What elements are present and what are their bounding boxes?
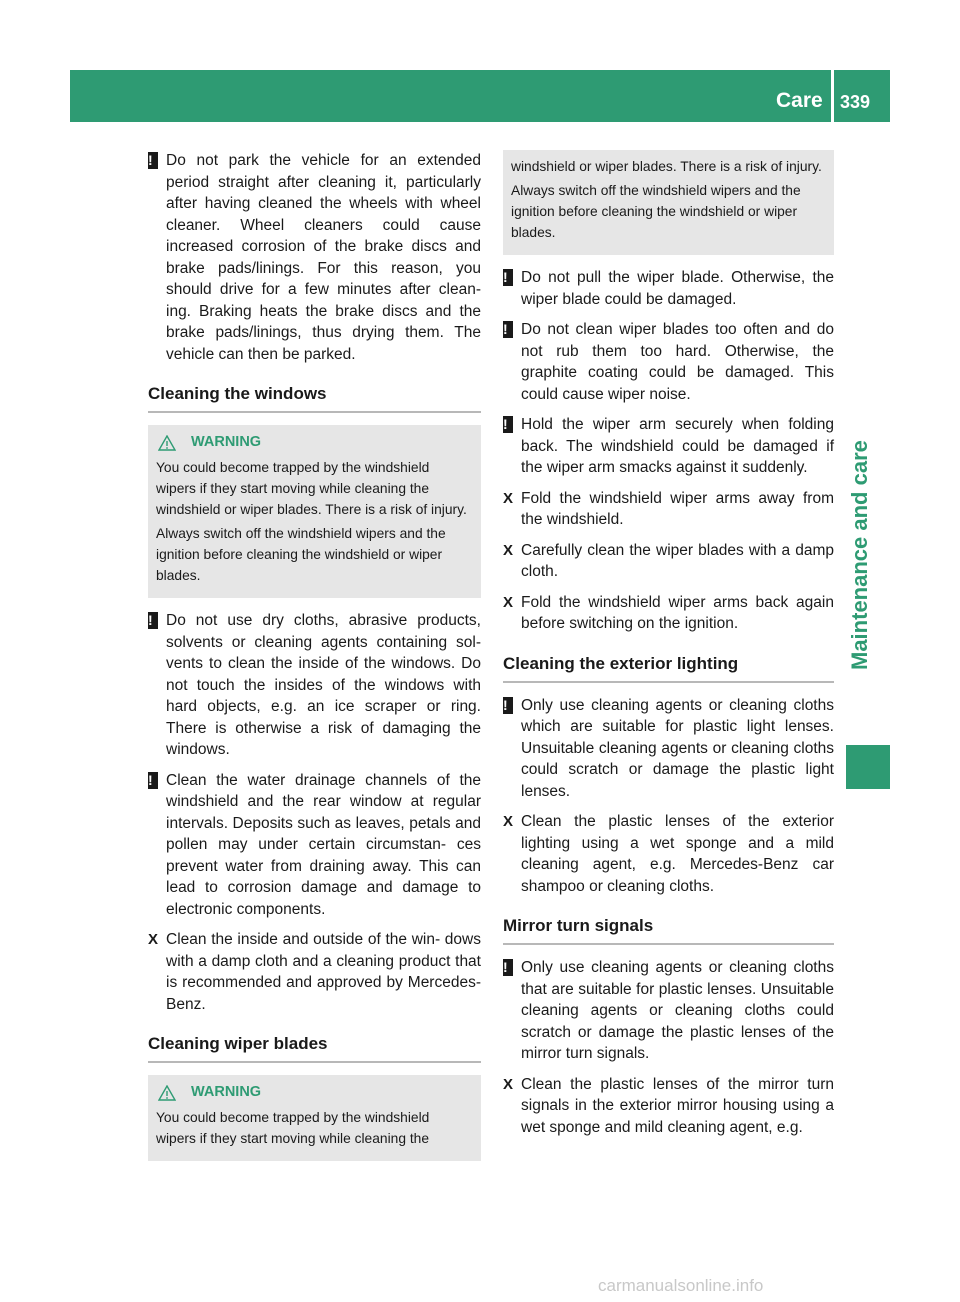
warning-box-continued xyxy=(503,150,834,255)
note-icon: ! xyxy=(503,697,513,714)
warning-title xyxy=(158,1082,473,1103)
step-arrow-icon: X xyxy=(503,541,514,559)
step-paragraph xyxy=(503,540,834,583)
section-heading: Cleaning wiper blades xyxy=(148,1033,481,1063)
step-paragraph xyxy=(148,929,481,1015)
note-paragraph xyxy=(503,267,834,310)
watermark: carmanualsonline.info xyxy=(598,1276,764,1295)
section-title: Care xyxy=(776,89,823,112)
warning-label: WARNING xyxy=(191,434,262,450)
note-icon: ! xyxy=(503,416,513,433)
note-paragraph xyxy=(503,957,834,1065)
note-paragraph xyxy=(148,150,481,365)
warning-box xyxy=(148,425,481,598)
right-column xyxy=(503,150,834,1147)
step-text: Clean the plastic lenses of the exterior lighting using a wet sponge and a mild cleaning agent, e.g. Mercedes-Benz car shampoo or cleaning cloths. xyxy=(521,813,834,895)
note-text: Clean the water drainage channels of the windshield and the rear window at regular intervals. Deposits such as leaves, petals and pollen may under certain circumstan- ces prevent water from draining away. This can lead to corrosion damage and damage to electronic components. xyxy=(166,771,481,918)
step-arrow-icon: X xyxy=(148,931,159,948)
step-text: Carefully clean the wiper blades with a damp cloth. xyxy=(521,541,834,580)
warning-text: windshield or wiper blades. There is a risk of injury. xyxy=(511,159,822,174)
left-column xyxy=(148,150,481,1173)
note-paragraph xyxy=(503,319,834,405)
page-number: 339 xyxy=(840,92,871,112)
header-bar xyxy=(70,70,890,122)
section-heading: Mirror turn signals xyxy=(503,915,834,945)
note-icon: ! xyxy=(503,959,513,976)
note-icon: ! xyxy=(503,321,513,338)
note-paragraph xyxy=(148,610,481,761)
warning-triangle-icon xyxy=(158,435,176,451)
note-text: Do not park the vehicle for an extended period straight after cleaning it, particularly after having cleaned the wheels with wheel cleaner. Wheel cleaners could cause increased corrosion of the brake discs and brake pads/linings. For this reason, you should drive for a few minutes after clean- ing. Braking heats the brake discs and the brake pads/linings, thus drying them. The vehicle can then be parked. xyxy=(166,152,481,363)
step-paragraph xyxy=(503,592,834,635)
step-text: Clean the inside and outside of the win- dows with a damp cloth and a cleaning product that is recommended and approved by Mercedes-Benz. xyxy=(166,931,481,1013)
step-paragraph xyxy=(503,488,834,531)
note-paragraph xyxy=(503,414,834,479)
note-paragraph xyxy=(148,770,481,921)
side-tab-marker xyxy=(846,745,890,789)
note-text: Only use cleaning agents or cleaning cloths which are suitable for plastic light lenses. Unsuitable cleaning agents or cleaning cloths could scratch or damage the plastic light lenses. xyxy=(521,696,834,800)
step-arrow-icon: X xyxy=(503,813,514,830)
header-separator xyxy=(831,70,834,122)
section-heading: Cleaning the windows xyxy=(148,383,481,413)
note-text: Only use cleaning agents or cleaning cloths that are suitable for plastic lenses. Unsuitable cleaning agents or cleaning cloths could scratch or damage the plastic lenses of the mirror turn signals. xyxy=(521,959,834,1062)
warning-box xyxy=(148,1075,481,1161)
side-tab-label: Maintenance and care xyxy=(847,440,872,670)
warning-label: WARNING xyxy=(191,1084,262,1100)
step-arrow-icon: X xyxy=(503,593,514,611)
note-text: Do not pull the wiper blade. Otherwise, the wiper blade could be damaged. xyxy=(521,269,834,308)
step-paragraph xyxy=(503,1074,834,1139)
warning-text: Always switch off the windshield wipers and the ignition before cleaning the windshield or wiper blades. xyxy=(511,183,801,240)
warning-triangle-icon xyxy=(158,1085,176,1101)
note-icon: ! xyxy=(148,612,158,629)
note-icon: ! xyxy=(148,152,158,169)
note-text: Do not use dry cloths, abrasive products, solvents or cleaning agents containing sol- vents to clean the inside of the windows. Do not touch the insides of the windows with hard objects, e.g. an ice scraper or ring. There is otherwise a risk of damaging the windows. xyxy=(166,612,481,758)
warning-text: You could become trapped by the windshield wipers if they start moving while cleaning the xyxy=(156,1110,430,1146)
step-text: Fold the windshield wiper arms away from the windshield. xyxy=(521,489,834,528)
note-paragraph xyxy=(503,695,834,803)
note-icon: ! xyxy=(148,772,158,789)
step-paragraph xyxy=(503,811,834,897)
step-text: Clean the plastic lenses of the mirror turn signals in the exterior mirror housing using a wet sponge and mild cleaning agent, e.g. xyxy=(521,1075,834,1136)
warning-title xyxy=(158,432,473,453)
step-arrow-icon: X xyxy=(503,489,514,507)
step-arrow-icon: X xyxy=(503,1075,514,1093)
warning-text: Always switch off the windshield wipers and the ignition before cleaning the windshield or wiper blades. xyxy=(156,526,446,583)
warning-text: You could become trapped by the windshield wipers if they start moving while cleaning the windshield or wiper blades. There is a risk of injury. xyxy=(156,460,467,517)
step-text: Fold the windshield wiper arms back again before switching on the ignition. xyxy=(521,593,834,632)
section-heading: Cleaning the exterior lighting xyxy=(503,653,834,683)
note-text: Do not clean wiper blades too often and do not rub them too hard. Otherwise, the graphite coating could be damaged. This could cause wiper noise. xyxy=(521,321,834,403)
note-text: Hold the wiper arm securely when folding back. The windshield could be damaged if the wiper arm smacks against it suddenly. xyxy=(521,416,834,476)
note-icon: ! xyxy=(503,269,513,286)
